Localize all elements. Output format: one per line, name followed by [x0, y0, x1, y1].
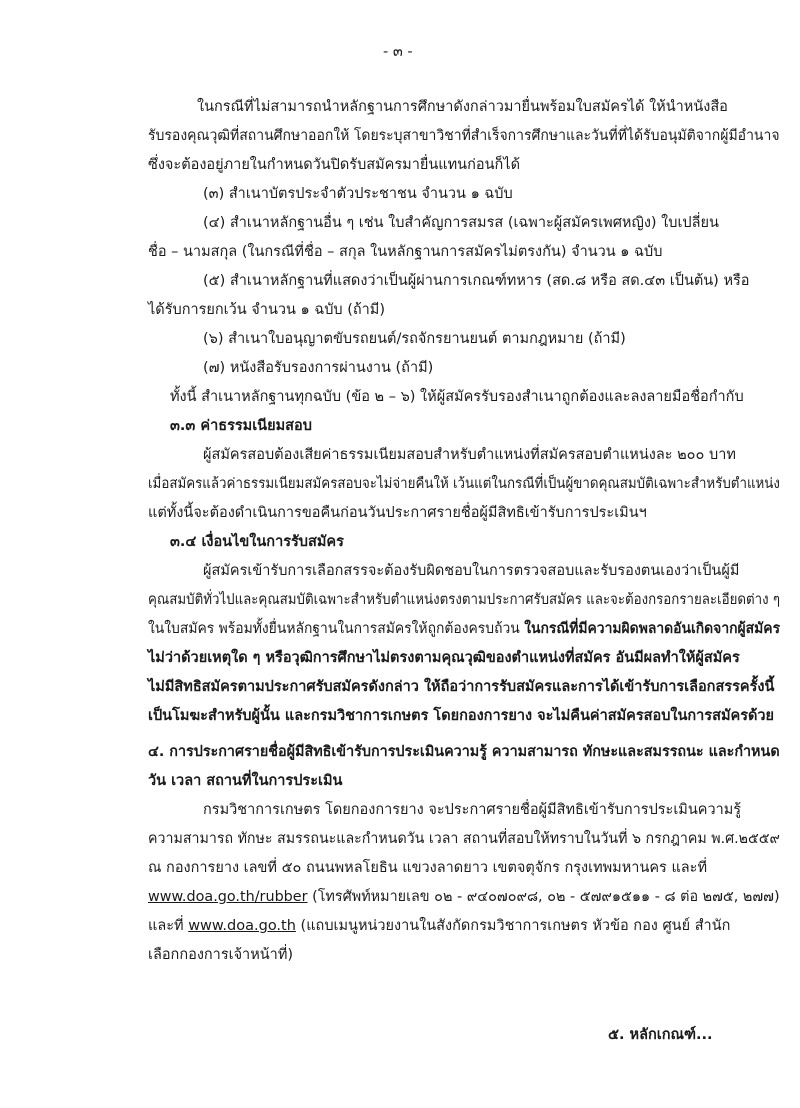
certify-note: ทั้งนี้ สำเนาหลักฐานทุกฉบับ (ข้อ ๒ – ๖) ให้ผู้สมัครรับรองสำเนาถูกต้องและลงลายมือชื่อกำกับ — [170, 389, 744, 405]
paragraph-line — [148, 887, 780, 907]
section-heading-4-cont: วัน เวลา สถานที่ในการประเมิน — [148, 773, 343, 789]
phone-numbers: (โทรศัพท์หมายเลข ๐๒ - ๙๔๐๗๐๙๘, ๐๒ - ๕๗๙๑๕๑๑ - ๘ ต่อ ๒๗๕, ๒๗๗) — [307, 889, 780, 905]
list-item-7: (๗) หนังสือรับรองการผ่านงาน (ถ้ามี) — [203, 360, 434, 376]
doa-website-link[interactable]: www.doa.go.th — [188, 918, 296, 934]
paragraph-line: ผู้สมัครสอบต้องเสียค่าธรรมเนียมสอบสำหรับตำแหน่งที่สมัครสอบตำแหน่งละ ๒๐๐ บาท — [203, 447, 736, 463]
paragraph-line: เลือกกองการเจ้าหน้าที่) — [148, 947, 294, 963]
paragraph-line-bold: ไม่ว่าด้วยเหตุใด ๆ หรือวุฒิการศึกษาไม่ตรงตามคุณวุฒิของตำแหน่งที่สมัคร อันมีผลทำให้ผู้สมัคร — [148, 650, 740, 666]
paragraph-line: ซึ่งจะต้องอยู่ภายในกำหนดวันปิดรับสมัครมายื่นแทนก่อนก็ได้ — [148, 157, 520, 173]
paragraph-text: (แถบเมนูหน่วยงานในสังกัดกรมวิชาการเกษตร หัวข้อ กอง ศูนย์ สำนัก — [295, 918, 731, 934]
paragraph-line: ความสามารถ ทักษะ สมรรถนะและกำหนดวัน เวลา สถานที่สอบให้ทราบในวันที่ ๖ กรกฎาคม พ.ศ.๒๕๕๙ — [148, 831, 780, 847]
paragraph-line-bold: ไม่มีสิทธิสมัครตามประกาศรับสมัครดังกล่าว ให้ถือว่าการรับสมัครและการได้เข้ารับการเลือกสรรครั้งนี้ — [148, 679, 775, 695]
page-number: - ๓ - — [383, 44, 413, 60]
list-item-6: (๖) สำเนาใบอนุญาตขับรถยนต์/รถจักรยานยนต์ ตามกฎหมาย (ถ้ามี) — [203, 331, 626, 347]
paragraph-line: กรมวิชาการเกษตร โดยกองการยาง จะประกาศรายชื่อผู้มีสิทธิเข้ารับการประเมินความรู้ — [203, 802, 742, 818]
paragraph-line: แต่ทั้งนี้จะต้องดำเนินการขอคืนก่อนวันประกาศรายชื่อผู้มีสิทธิเข้ารับการประเมินฯ — [148, 505, 647, 521]
paragraph-line — [148, 916, 730, 936]
paragraph-line: ณ กองการยาง เลขที่ ๕๐ ถนนพหลโยธิน แขวงลาดยาว เขตจตุจักร กรุงเทพมหานคร และที่ — [148, 860, 708, 876]
paragraph-text: และที่ — [148, 918, 189, 934]
paragraph-text: ในใบสมัคร พร้อมทั้งยื่นหลักฐานในการสมัครให้ถูกต้องครบถ้วน — [148, 621, 525, 637]
paragraph-text-bold: ในกรณีที่มีความผิดพลาดอันเกิดจากผู้สมัคร — [524, 621, 781, 637]
paragraph-line-bold: เป็นโมฆะสำหรับผู้นั้น และกรมวิชาการเกษตร โดยกองการยาง จะไม่คืนค่าสมัครสอบในการสมัครด้วย — [148, 708, 775, 724]
paragraph-line: รับรองคุณวุฒิที่สถานศึกษาออกให้ โดยระบุสาขาวิชาที่สำเร็จการศึกษาและวันที่ที่ได้รับอนุมัติจากผู้มีอำนาจ — [148, 128, 780, 144]
list-item-5: (๕) สำเนาหลักฐานที่แสดงว่าเป็นผู้ผ่านการเกณฑ์ทหาร (สด.๘ หรือ สด.๔๓ เป็นต้น) หรือ — [203, 273, 750, 289]
list-item-5-cont: ได้รับการยกเว้น จำนวน ๑ ฉบับ (ถ้ามี) — [148, 302, 386, 318]
paragraph-line: ผู้สมัครเข้ารับการเลือกสรรจะต้องรับผิดชอบในการตรวจสอบและรับรองตนเองว่าเป็นผู้มี — [203, 563, 740, 579]
list-item-3: (๓) สำเนาบัตรประจำตัวประชาชน จำนวน ๑ ฉบับ — [203, 186, 513, 202]
next-page-indicator: ๕. หลักเกณฑ์... — [608, 1027, 713, 1043]
paragraph-line: เมื่อสมัครแล้วค่าธรรมเนียมสมัครสอบจะไม่จ่ายคืนให้ เว้นแต่ในกรณีที่เป็นผู้ขาดคุณสมบัติเฉพาะสำหรับตำแหน่ง — [148, 476, 780, 492]
section-heading-3-3: ๓.๓ ค่าธรรมเนียมสอบ — [170, 418, 312, 434]
rubber-website-link[interactable]: www.doa.go.th/rubber — [148, 889, 308, 905]
list-item-4-cont: ชื่อ – นามสกุล (ในกรณีที่ชื่อ – สกุล ในหลักฐานการสมัครไม่ตรงกัน) จำนวน ๑ ฉบับ — [148, 244, 663, 260]
section-heading-4: ๔. การประกาศรายชื่อผู้มีสิทธิเข้ารับการประเมินความรู้ ความสามารถ ทักษะและสมรรถนะ และกำหนด — [148, 744, 780, 760]
section-heading-3-4: ๓.๔ เงื่อนไขในการรับสมัคร — [170, 534, 344, 550]
list-item-4: (๔) สำเนาหลักฐานอื่น ๆ เช่น ใบสำคัญการสมรส (เฉพาะผู้สมัครเพศหญิง) ใบเปลี่ยน — [203, 215, 719, 231]
paragraph-line — [148, 619, 780, 639]
paragraph-line: ในกรณีที่ไม่สามารถนำหลักฐานการศึกษาดังกล่าวมายื่นพร้อมใบสมัครได้ ให้นำหนังสือ — [197, 99, 728, 115]
paragraph-line: คุณสมบัติทั่วไปและคุณสมบัติเฉพาะสำหรับตำแหน่งตรงตามประกาศรับสมัคร และจะต้องกรอกรายละเอียดต่าง ๆ — [148, 592, 780, 608]
